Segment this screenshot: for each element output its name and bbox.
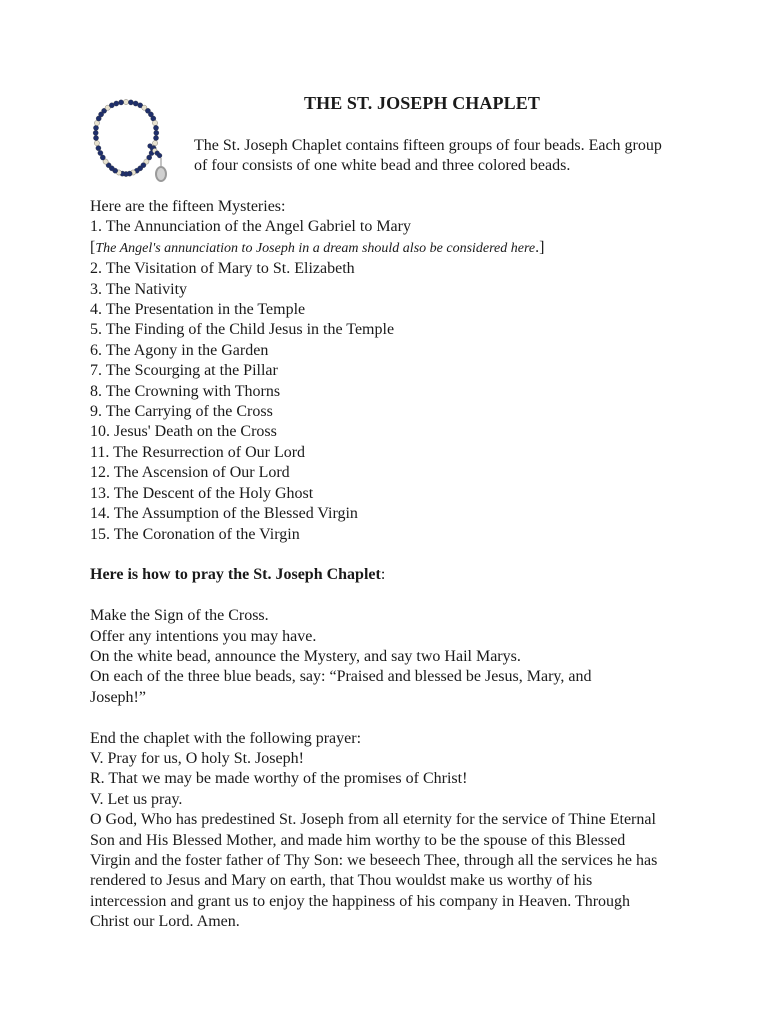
bead	[114, 101, 119, 106]
response-line: R. That we may be made worthy of the promises of Christ!	[90, 770, 468, 788]
mystery-item: 13. The Descent of the Holy Ghost	[90, 484, 314, 502]
bead	[98, 150, 103, 155]
annunciation-note-text: The Angel's annunciation to Joseph in a dream should also be considered here	[95, 240, 536, 256]
mystery-item: 4. The Presentation in the Temple	[90, 301, 306, 319]
annunciation-note: [The Angel's annunciation to Joseph in a dream should also be considered here.]	[90, 238, 545, 256]
mystery-item: 12. The Ascension of Our Lord	[90, 464, 290, 482]
bead	[94, 141, 99, 146]
versicle-line: V. Pray for us, O holy St. Joseph!	[90, 749, 304, 767]
step-item: Offer any intentions you may have.	[90, 627, 317, 645]
step-item: On the white bead, announce the Mystery, and say two Hail Marys.	[90, 647, 521, 665]
document-body	[90, 197, 690, 933]
bead	[96, 146, 101, 151]
howto-heading: Here is how to pray the St. Joseph Chaplet:	[90, 566, 386, 584]
mysteries-heading: Here are the fifteen Mysteries:	[90, 198, 286, 215]
bead	[93, 130, 98, 135]
step-item: Make the Sign of the Cross.	[90, 607, 269, 625]
mystery-item: 15. The Coronation of the Virgin	[90, 525, 300, 543]
mystery-item: 1. The Annunciation of the Angel Gabriel to Mary	[90, 218, 411, 236]
mystery-item: 8. The Crowning with Thorns	[90, 382, 281, 400]
bead	[93, 135, 98, 140]
mystery-item: 9. The Carrying of the Cross	[90, 403, 273, 421]
closing-intro: End the chaplet with the following prayer:	[90, 729, 362, 747]
bead	[93, 125, 98, 130]
bead	[153, 141, 158, 146]
bead	[119, 100, 124, 105]
mystery-item: 6. The Agony in the Garden	[90, 341, 269, 359]
document-title: THE ST. JOSEPH CHAPLET	[304, 93, 540, 113]
bead	[152, 120, 157, 125]
mystery-item: 5. The Finding of the Child Jesus in the Temple	[90, 321, 395, 339]
mystery-item: 11. The Resurrection of Our Lord	[90, 443, 306, 461]
mystery-item: 10. Jesus' Death on the Cross	[90, 423, 277, 441]
bead	[153, 125, 158, 130]
bead	[157, 153, 162, 158]
mystery-item: 14. The Assumption of the Blessed Virgin	[90, 505, 358, 523]
medal-icon	[155, 158, 167, 182]
step-item: On each of the three blue beads, say: “Praised and blessed be Jesus, Mary, and Joseph!”	[90, 668, 592, 706]
intro-paragraph: The St. Joseph Chaplet contains fifteen groups of four beads. Each group of four consists of one white bead and three colored beads.	[194, 137, 662, 174]
spacer	[90, 545, 690, 565]
mystery-item: 3. The Nativity	[90, 280, 188, 298]
bead	[123, 99, 128, 104]
spacer	[90, 708, 690, 728]
bead	[128, 100, 133, 105]
versicle-line: V. Let us pray.	[90, 790, 183, 808]
mystery-item: 7. The Scourging at the Pillar	[90, 362, 278, 380]
chaplet-beads-image	[88, 96, 178, 188]
spacer	[90, 586, 690, 606]
bead	[153, 135, 158, 140]
closing-prayer: O God, Who has predestined St. Joseph from all eternity for the service of Thine Eternal Son and His Blessed Mother, and made him worthy to be the spouse of this Blessed Virgin and the foster father of Thy Son: we beseech Thee, through all the services he has rendered to Jesus and Mary on earth, that Thou wouldst make us worthy of his intercession and grant us to enjoy the happiness of his company in Heaven. Through Christ our Lord. Amen.	[90, 811, 658, 931]
mystery-item: 2. The Visitation of Mary to St. Elizabeth	[90, 260, 355, 278]
bead	[154, 130, 159, 135]
